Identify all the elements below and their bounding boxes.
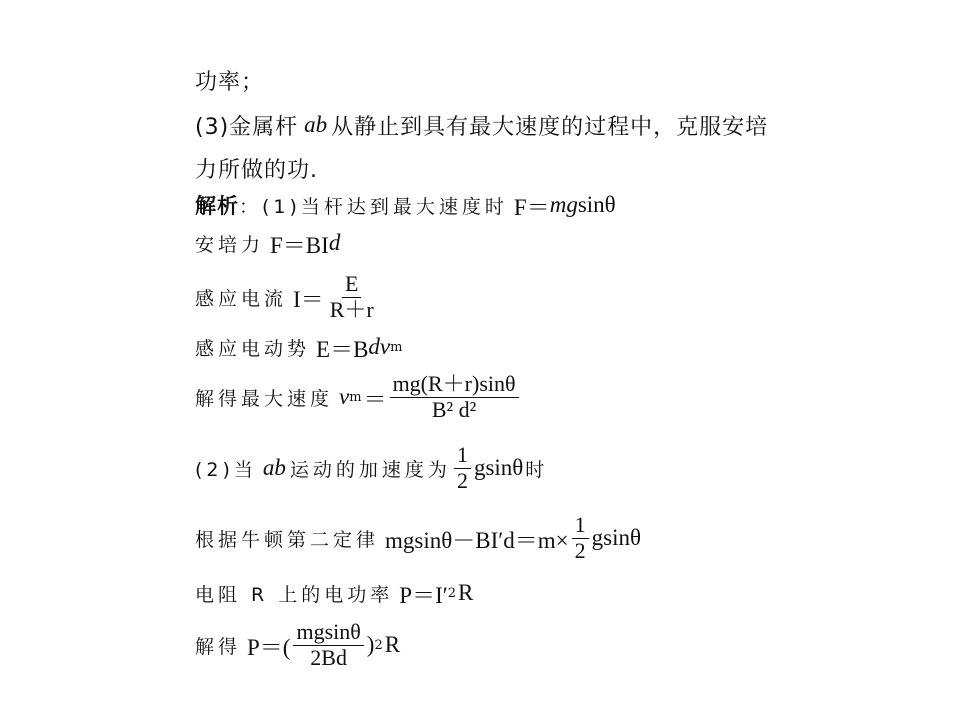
equation: d (328, 230, 341, 255)
solution-text: 运动的加速度为 (289, 458, 451, 481)
solution-text: 解得 (195, 635, 242, 658)
fraction-denominator: R＋r (329, 296, 374, 322)
subscript: m (349, 389, 362, 405)
superscript: 2 (447, 585, 457, 601)
solution-text: ：(1)当杆达到最大速度时 (239, 195, 508, 218)
fraction-numerator: mgsinθ (293, 620, 363, 645)
question-text: 从静止到具有最大速度的过程中，克服安培 (331, 114, 769, 140)
solution-text: 感应电流 (195, 287, 288, 310)
solution-line-6 (195, 442, 549, 493)
fraction-numerator: 1 (572, 513, 589, 538)
solution-line-9 (195, 619, 401, 670)
solution-text: 感应电动势 (195, 337, 311, 360)
fraction (390, 372, 519, 421)
equation: R (384, 632, 401, 657)
equation: mg (549, 192, 578, 217)
question-line-3 (195, 148, 318, 188)
equation: sinθ (577, 192, 616, 217)
fraction-denominator: 2 (574, 537, 586, 563)
variable-ab: ab (262, 455, 286, 480)
variable-ab: ab (304, 112, 328, 137)
solution-text: 时 (525, 458, 549, 481)
equation: P＝I′ (399, 582, 448, 608)
question-line-2 (195, 105, 768, 145)
equation: ) (366, 632, 375, 657)
equation: P＝( (247, 634, 291, 660)
equation: I＝ (293, 286, 324, 312)
solution-text: 电阻 R 上的电功率 (195, 583, 394, 606)
equation: ＝ (363, 386, 387, 412)
fraction-denominator: B² d² (431, 396, 477, 422)
equation: E＝B (316, 336, 369, 362)
question-text: 力所做的功. (195, 157, 318, 183)
question-line-1 (195, 60, 264, 100)
solution-line-3 (195, 271, 380, 322)
solution-line-5 (195, 371, 522, 422)
solution-label: 解析 (195, 194, 239, 218)
fraction-numerator: mg(R＋r)sinθ (390, 372, 519, 397)
question-text: (3)金属杆 (195, 114, 299, 140)
solution-text: 安培力 (195, 233, 265, 256)
equation: v (339, 384, 350, 409)
equation: mgsinθ－BI′d＝m× (385, 527, 569, 553)
question-text: 功率； (195, 69, 265, 95)
fraction (327, 272, 377, 321)
equation: R (458, 580, 474, 605)
fraction-denominator: 2 (456, 467, 468, 493)
fraction-numerator: 1 (454, 443, 471, 468)
solution-text: (2)当 (195, 458, 257, 481)
subscript: m (390, 339, 403, 355)
fraction (572, 513, 589, 562)
fraction (293, 620, 363, 669)
solution-line-4 (195, 327, 402, 367)
equation: F＝BI (270, 232, 329, 258)
equation: dv (368, 334, 391, 359)
solution-text: 解得最大速度 (195, 387, 334, 410)
superscript: 2 (374, 637, 383, 653)
equation: F＝ (513, 194, 550, 220)
fraction (454, 443, 471, 492)
solution-text: 根据牛顿第二定律 (195, 528, 380, 551)
solution-line-8 (195, 573, 473, 613)
solution-line-2 (195, 223, 340, 263)
solution-line-7 (195, 512, 642, 563)
solution-line-1 (195, 185, 616, 225)
fraction-numerator: E (342, 272, 361, 297)
equation: gsinθ (591, 525, 642, 550)
equation: gsinθ (473, 455, 524, 480)
fraction-denominator: 2Bd (310, 644, 347, 670)
